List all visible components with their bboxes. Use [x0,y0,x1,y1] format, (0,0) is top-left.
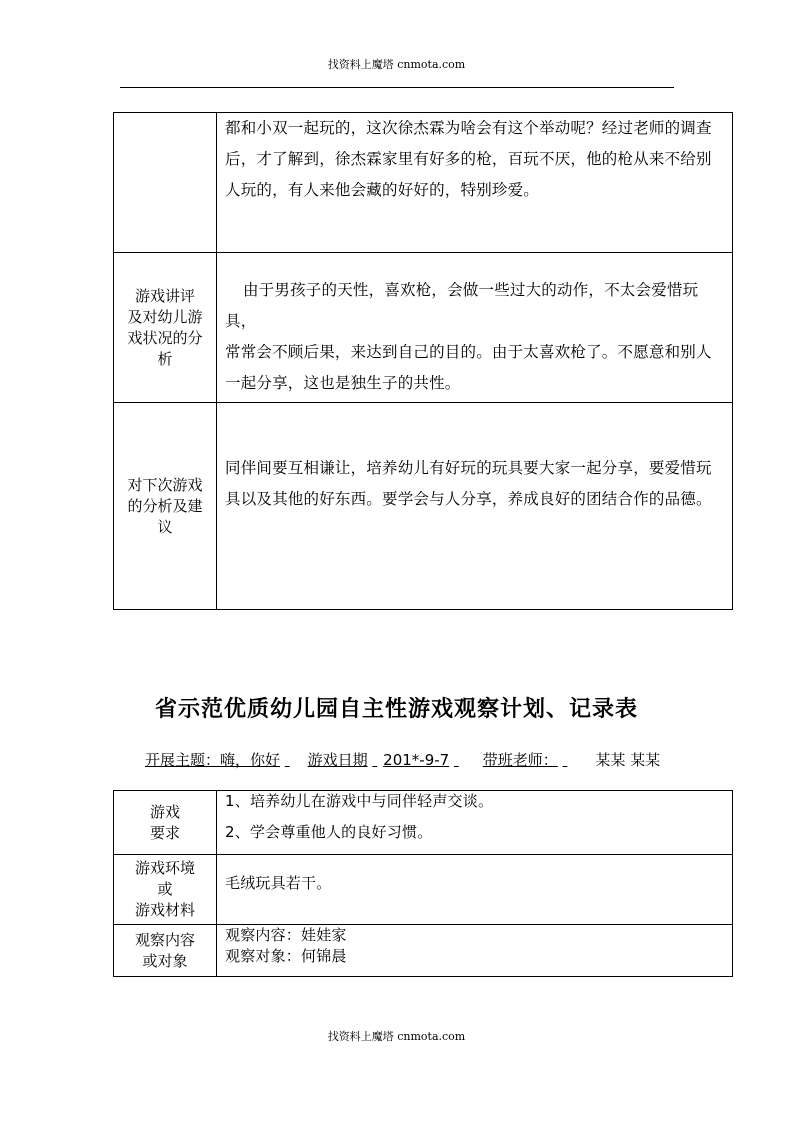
content-line: 观察对象：何锦晨 [225,947,347,965]
teacher-value: 某某 某某 [595,751,661,769]
observation-table-continued [113,112,733,610]
page-header: 找资料上魔塔 cnmota.com [327,58,466,71]
content-line: 具以及其他的好东西。要学会与人分享，养成良好的团结合作的品德。 [225,490,712,508]
table-row [114,791,733,855]
observation-plan-table [113,790,733,977]
theme-label: 开展主题：嗨，你好 [145,751,281,769]
table-row [114,403,733,610]
content-line: 观察内容：娃娃家 [225,926,347,944]
row-label-game-review: 游戏讲评 及对幼儿游 戏状况的分 析 [114,253,217,403]
row-label-game-requirements: 游戏 要求 [114,791,217,855]
row-label-game-materials: 游戏环境 或 游戏材料 [114,855,217,925]
date-label: 游戏日期 [307,751,368,769]
table-row [114,113,733,253]
content-line: 2、学会尊重他人的良好习惯。 [225,823,433,841]
date-value: 201*-9-7 [383,751,450,769]
next-suggestion-cell [217,403,733,610]
game-review-cell [217,253,733,403]
row-label-empty [114,113,217,253]
page-footer: 找资料上魔塔 cnmota.com [327,1030,466,1043]
page-title: 省示范优质幼儿园自主性游戏观察计划、记录表 [154,697,638,722]
content-line: 常常会不顾后果，来达到自己的目的。由于太喜欢枪了。不愿意和别人 [225,342,712,361]
content-line: 都和小双一起玩的，这次徐杰霖为啥会有这个举动呢？经过老师的调查 [225,119,712,137]
header-divider [120,87,674,88]
content-line: 人玩的，有人来他会藏的好好的，特别珍爱。 [225,181,540,199]
content-line: 一起分享，这也是独生子的共性。 [225,373,461,392]
content-line: 后，才了解到，徐杰霖家里有好多的枪，百玩不厌，他的枪从来不给别 [225,150,712,168]
content-line: 毛绒玩具若干。 [225,874,332,892]
table-row [114,855,733,925]
table-row [114,925,733,977]
game-requirements-cell [217,791,733,855]
content-line: 1、培养幼儿在游戏中与同伴轻声交谈。 [225,792,494,810]
table-row [114,253,733,403]
record-meta-line [145,750,665,770]
content-line: 同伴间要互相谦让，培养幼儿有好玩的玩具要大家一起分享，要爱惜玩 [225,459,712,477]
row-label-observation: 观察内容 或对象 [114,925,217,977]
game-process-cell [217,113,733,253]
observation-cell [217,925,733,977]
content-line: 由于男孩子的天性，喜欢枪，会做一些过大的动作，不太会爱惜玩具， [225,280,699,330]
row-label-next-suggestion: 对下次游戏 的分析及建 议 [114,403,217,610]
game-materials-cell [217,855,733,925]
teacher-label: 带班老师： [482,751,558,769]
